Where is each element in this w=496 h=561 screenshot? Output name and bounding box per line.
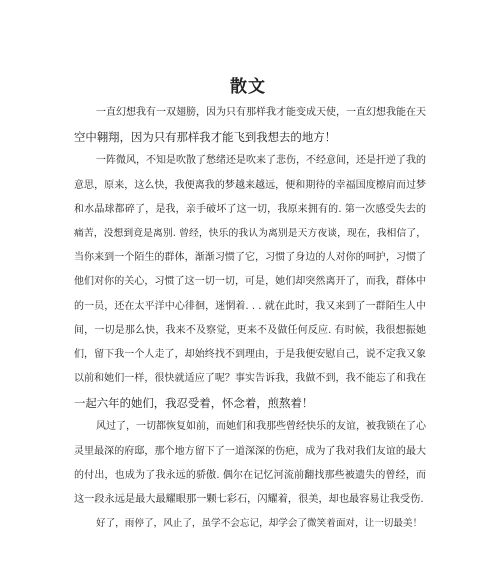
- text-line: 他们对你的关心，习惯了这一切一切，可是，她们却突然离开了，而我，群体中: [74, 276, 426, 288]
- text-line: 当你来到一个陌生的群体，渐渐习惯了它，习惯了身边的人对你的呵护，习惯了: [74, 252, 426, 264]
- text-line: 一直幻想我有一双翅膀，因为只有那样我才能变成天使，一直幻想我能在天: [96, 107, 426, 118]
- text-line: 空中翱翔，因为只有那样我才能飞到我想去的地方！: [74, 130, 336, 145]
- text-line: 们，留下我一个人走了，却始终找不到理由，于是我便安慰自己，说不定我又象: [74, 348, 426, 360]
- text-line: 这一段永远是最大最耀眼那一颗七彩石，闪耀着，很美，却也最容易让我受伤.: [74, 494, 424, 505]
- text-line: 的付出，也成为了我永远的骄傲. 偶尔在记忆河流前翻找那些被遗失的曾经，而: [74, 469, 426, 481]
- text-line: 的一员，还在太平洋中心徘徊，迷惘着. . . 就在此时，我又来到了一群陌生人中: [74, 300, 426, 312]
- text-line: 以前和她们一样，很快就适应了呢？事实告诉我，我做不到，我不能忘了和我在: [74, 373, 426, 385]
- essay-body: [74, 101, 426, 536]
- text-line: 灵里最深的府邸，那个地方留下了一道深深的伤疤，成为了我对我们友谊的最大: [74, 445, 426, 457]
- text-line: 一起六年的她们，我忍受着，怀念着，煎熬着！: [74, 396, 314, 411]
- document-title: 散文: [230, 77, 266, 97]
- text-line: 风过了，一切都恢复如前，而她们和我那些曾经快乐的友谊，被我锁在了心: [96, 421, 426, 433]
- text-line: 一阵微风，不知是吹散了愁绪还是吹来了悲伤，不经意间，还是扞逆了我的: [96, 155, 426, 167]
- text-line: 间，一切是那么快，我来不及察觉，更来不及做任何反应. 有时候，我很想振她: [74, 324, 426, 336]
- text-line: 痛苦，没想到竟是离别. 曾经，快乐的我认为离别是天方夜谈，现在，我相信了，: [74, 227, 426, 239]
- text-line: 意思，原来，这么快，我便离我的梦越来越远，便和期待的幸福国度檫肩而过梦: [74, 179, 426, 191]
- text-line: 和水晶球都碎了，是我，亲手破坏了这一切，我原来拥有的. 第一次感受失去的: [74, 203, 426, 215]
- text-line: 好了，雨停了，风止了，虽学不会忘记，却学会了微笑着面对，让一切最美！: [96, 518, 423, 530]
